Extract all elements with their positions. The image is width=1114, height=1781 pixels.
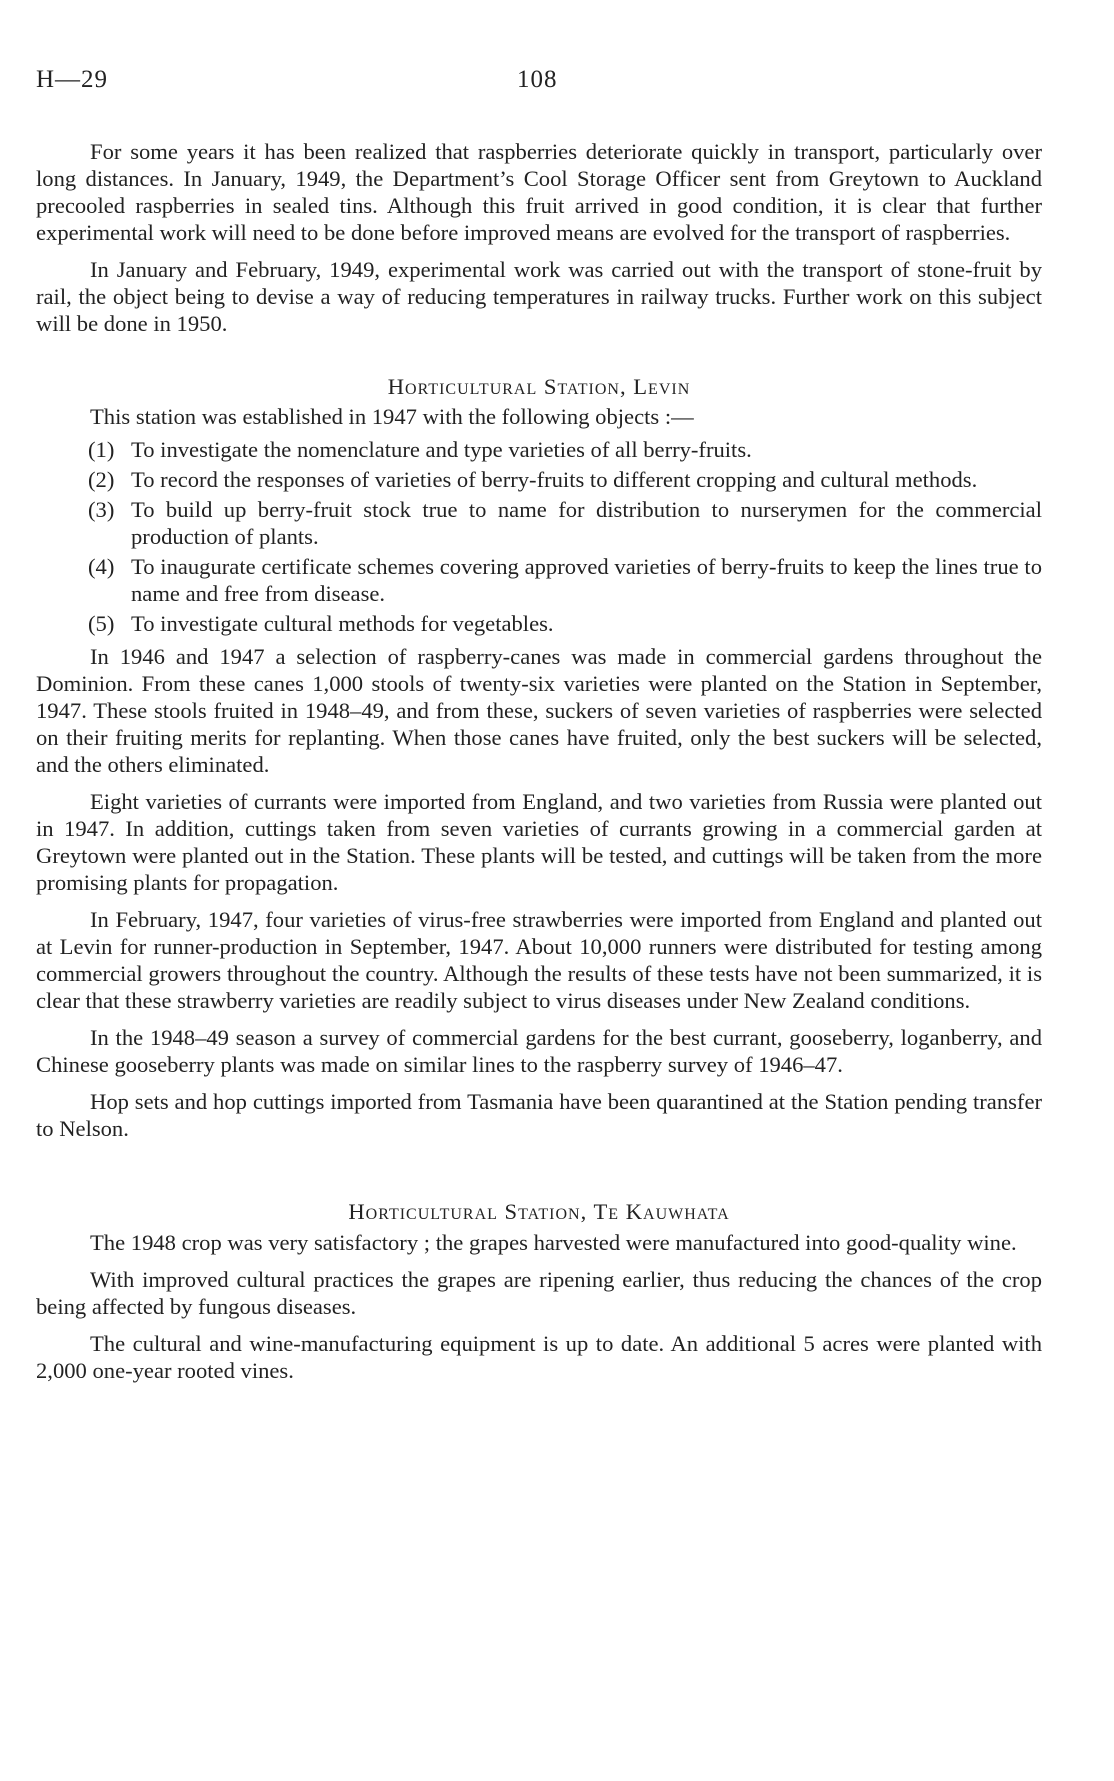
page-number: 108 — [517, 66, 558, 93]
paragraph: Hop sets and hop cuttings imported from Tasmania have been quarantined at the Station pending transfer to Nelson. — [36, 1089, 1042, 1141]
page-body — [36, 138, 1042, 1394]
paragraph: In the 1948–49 season a survey of commercial gardens for the best currant, gooseberry, loganberry, and Chinese gooseberry plants was made on similar lines to the raspberry survey of 1946–47. — [36, 1025, 1042, 1077]
list-item-text: To investigate the nomenclature and type varieties of all berry-fruits. — [131, 437, 752, 462]
section-heading-te-kauwhata: Horticultural Station, Te Kauwhata — [348, 1199, 730, 1224]
paragraph: This station was established in 1947 with the following objects :— — [90, 404, 694, 429]
list-item — [36, 610, 1042, 637]
list-item-number: (2) — [88, 467, 115, 492]
paragraph: For some years it has been realized that raspberries deteriorate quickly in transport, particularly over long distances. In January, 1949, the Department’s Cool Storage Officer sent from Greytown to Auckland precooled raspberries in sealed tins. Although this fruit arrived in good condition, it is clear that further experimental work will need to be done before improved means are evolved for the transport of raspberries. — [36, 139, 1042, 245]
list-item — [36, 496, 1042, 550]
paragraph: Eight varieties of currants were imported from England, and two varieties from Russia were planted out in 1947. In addition, cuttings taken from seven varieties of currants growing in a commercial garden at Greytown were planted out in the Station. These plants will be tested, and cuttings will be taken from the more promising plants for propagation. — [36, 789, 1042, 895]
list-item — [36, 466, 1042, 493]
section-heading-levin: Horticultural Station, Levin — [387, 374, 691, 399]
list-item-number: (4) — [88, 554, 115, 579]
list-item-text: To record the responses of varieties of berry-fruits to different cropping and cultural methods. — [131, 467, 978, 492]
list-item-text: To build up berry-fruit stock true to name for distribution to nurserymen for the commercial production of plants. — [131, 497, 1042, 549]
paragraph: In February, 1947, four varieties of virus-free strawberries were imported from England and planted out at Levin for runner-production in September, 1947. About 10,000 runners were distributed for testing among commercial growers throughout the country. Although the results of these tests have not been summarized, it is clear that these strawberry varieties are readily subject to virus diseases under New Zealand conditions. — [36, 907, 1042, 1013]
report-reference: H—29 — [36, 66, 109, 93]
list-item — [36, 553, 1042, 607]
list-item-number: (3) — [88, 497, 115, 522]
paragraph: With improved cultural practices the grapes are ripening earlier, thus reducing the chances of the crop being affected by fungous diseases. — [36, 1267, 1042, 1319]
list-item-number: (5) — [88, 611, 115, 636]
list-item — [36, 436, 1042, 463]
list-item-text: To investigate cultural methods for vegetables. — [131, 611, 554, 636]
paragraph: The 1948 crop was very satisfactory ; the grapes harvested were manufactured into good-quality wine. — [90, 1230, 1017, 1255]
objects-list — [36, 436, 1042, 637]
paragraph: In 1946 and 1947 a selection of raspberry-canes was made in commercial gardens throughout the Dominion. From these canes 1,000 stools of twenty-six varieties were planted on the Station in September, 1947. These stools fruited in 1948–49, and from these, suckers of seven varieties of raspberries were selected on their fruiting merits for replanting. When those canes have fruited, only the best suckers will be selected, and the others eliminated. — [36, 644, 1042, 777]
paragraph: In January and February, 1949, experimental work was carried out with the transport of stone-fruit by rail, the object being to devise a way of reducing temperatures in railway trucks. Further work on this subject will be done in 1950. — [36, 257, 1042, 336]
paragraph: The cultural and wine-manufacturing equipment is up to date. An additional 5 acres were planted with 2,000 one-year rooted vines. — [36, 1331, 1042, 1383]
list-item-text: To inaugurate certificate schemes covering approved varieties of berry-fruits to keep the lines true to name and free from disease. — [131, 554, 1042, 606]
list-item-number: (1) — [88, 437, 115, 462]
